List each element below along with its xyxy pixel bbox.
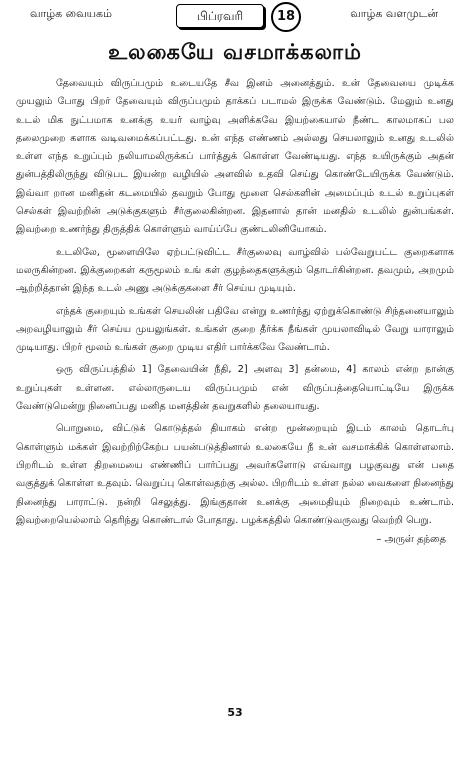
header-left-text: வாழ்க வையகம்: [30, 7, 112, 20]
paragraph-1: தேவையும் விருப்பமும் உடையதே சீவ இனம் அனைத்தும். உன் தேவையை முடிக்க முயலும் போது பிறர் தேவையும் விருப்பமும் தாக்கப் படாமல் இருக்க வேண்டும். மேலும் உனது உடல் மிக நுட்பமாக உனக்கு உயர் வாழ்வு அளிக்கவே இயற்கையால் நீண்ட காலமாகப் பல தலைமுறை களாக வடிவமைக்கப்பட்டது. உன் எந்த எண்ணம் அல்லது செயலாலும் உனது உடலில் உள்ள எந்த உறுப்பும் நலியாமலிருக்கப் பார்த்துக் கொள்ள வேண்டியது. எந்த உயிருக்கும் அதன் துன்பத்திலிருந்து விடுபட இயன்ற வழியில் அளவில் உதவி செய்து கொண்டேயிருக்க வேண்டும். இவ்வா றான மனிதன் கடமையில் தவறும் போது மூளை செல்களின் அமைப்பும் உடல் உறுப்புகள் செல்கள் இவற்றின் அடுக்குகளும் சீர்குலைகின்றன. இதனால் தான் மனதில் உடலில் துன்பங்கள். இவற்றை உணர்ந்து திருத்திக் கொள்ளும் வாய்ப்பே குண்டலினியோகம்.: [16, 78, 454, 236]
page-title: உலகையே வசமாக்கலாம்: [108, 40, 362, 64]
header-right-text: வாழ்க வளமுடன்: [350, 7, 438, 20]
paragraph-5: பொறுமை, விட்டுக் கொடுத்தல் தியாகம் என்ற மூன்றையும் இடம் காலம் தொடர்பு கொள்ளும் மக்கள் இவற்றிற்கேற்ப பயன்படுத்தினால் உலகையே நீ உன் வசமாக்கிக் கொள்ளலாம். பிறரிடம் உள்ள திறமையை எண்ணிப் பார்ப்பது அவர்களோடு எவ்வாறு பழகுவது என் பதை வகுத்துக் கொள்ள உதவும். வெறுப்பு கொள்வதற்கு அல்ல. பிறரிடம் உள்ள நல்ல வைகளை நினைந்து நினைந்து பாராட்டு. நன்றி செலுத்து. இங்குதான் உனக்கு அமைதியும் நிறைவும் உண்டாம். இவற்றையெல்லாம் தெரிந்து கொண்டால் போதாது. பழக்கத்தில் கொண்டுவருவது வெற்றி பெறு.: [16, 423, 454, 526]
author-signoff: – அருள் தந்தை: [376, 534, 446, 546]
paragraph-2: உடலிலே, மூளையிலே ஏற்பட்டுவிட்ட சீர்குலைவு வாழ்வில் பல்வேறுபட்ட குறைகளாக மலருகின்றன. இக்குறைகள் கருமூலம் உங் கள் குழந்தைகளுக்கும் தொடர்கின்றன. தவமும், அறமும் ஆற்றித்தான் இந்த உடல் அணு அடுக்குகளை சீர் செய்ய முடியும்.: [16, 246, 454, 295]
month-label: பிப்ரவரி: [176, 4, 264, 28]
paragraph-4: ஒரு விருப்பத்தில் 1] தேவையின் நீதி, 2] அளவு 3] தன்மை, 4] காலம் என்ற நான்கு உறுப்புகள் உள்ளன. எல்லாருடைய விருப்பமும் என் விருப்பத்தையொட்டியே இருக்க வேண்டுமென்று நினைப்பது மனித மனத்தின் தவறுகளில் தலையாயது.: [16, 364, 454, 413]
page-header: [16, 0, 454, 36]
page-number: 53: [227, 706, 243, 719]
paragraph-3: எந்தக் குறையும் உங்கள் செயலின் பதிவே என்று உணர்ந்து ஏற்றுக்கொண்டு சிந்தனையாலும் அறவழியாலும் சீர் செய்ய முயலுங்கள். உங்கள் குறை தீர்க்க நீங்கள் முயலாவிடில் வேறு யாராலும் முடியாது. பிறர் மூலம் உங்கள் குறை முடிய எதிர் பார்க்கவே வேண்டாம்.: [16, 305, 454, 354]
day-number-badge: 18: [271, 2, 301, 32]
body-text: [16, 75, 454, 530]
